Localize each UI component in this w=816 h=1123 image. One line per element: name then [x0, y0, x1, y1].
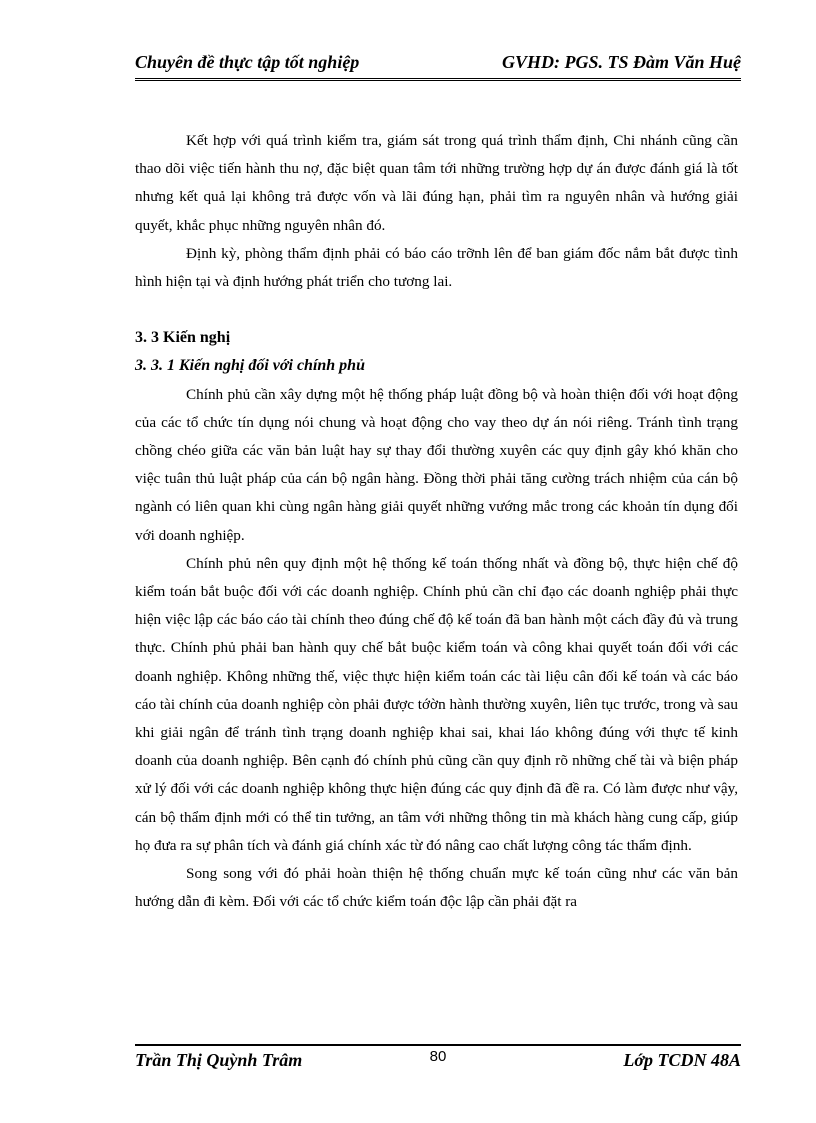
paragraph-2: Định kỳ, phòng thẩm định phải có báo cáo trỡnh lên để ban giám đốc nắm bắt được tình hình hiện tại và định hướng phát triển cho tương lai. [135, 244, 738, 291]
footer-class: Lớp TCDN 48A [623, 1050, 741, 1070]
paragraph-1: Kết hợp với quá trình kiểm tra, giám sát trong quá trình thẩm định, Chi nhánh cũng cần thao dõi việc tiến hành thu nợ, đặc biệt quan tâm tới những trường hợp dự án được đánh giá là tốt nhưng kết quả lại không trả được vốn và lãi đúng hạn, phải tìm ra nguyên nhân và hướng giải quyết, khắc phục những nguyên nhân đó. [135, 132, 738, 234]
paragraph-3: Chính phủ cần xây dựng một hệ thống pháp luật đồng bộ và hoàn thiện đối với hoạt động của các tổ chức tín dụng nói chung và hoạt động cho vay theo dự án nói riêng. Tránh tình trạng chồng chéo giữa các văn bản luật hay sự thay đổi thường xuyên các quy định gây khó khăn cho việc tuân thủ luật pháp của cán bộ ngân hàng. Đồng thời phải tăng cường trách nhiệm của cán bộ ngành có liên quan khi cùng ngân hàng giải quyết những vướng mắc trong các khoản tín dụng đối với doanh nghiệp. [135, 385, 738, 544]
page-header [135, 50, 741, 81]
subsection-heading: 3. 3. 1 Kiến nghị đối với chính phủ [135, 357, 365, 375]
footer-author: Trần Thị Quỳnh Trâm [135, 1050, 303, 1070]
page-body [135, 127, 738, 916]
section-heading: 3. 3 Kiến nghị [135, 329, 231, 347]
page-number: 80 [429, 1048, 447, 1065]
paragraph-4: Chính phủ nên quy định một hệ thống kế toán thống nhất và đồng bộ, thực hiện chế độ kiểm toán bắt buộc đối với các doanh nghiệp. Chính phủ cần chỉ đạo các doanh nghiệp phải thực hiện việc lập các báo cáo tài chính theo đúng chế độ kế toán đã ban hành một cách đầy đủ và trung thực. Chính phủ phải ban hành quy chế bắt buộc kiểm toán và công khai quyết toán đối với các doanh nghiệp. Không những thế, việc thực hiện kiểm toán các tài liệu cân đối kế toán và các báo cáo tài chính của doanh nghiệp còn phải được tớờn hành thường xuyên, liên tục trước, trong và sau khi giải ngân để tránh tình trạng doanh nghiệp khai sai, khai láo không đúng với thực tế kinh doanh của doanh nghiệp. Bên cạnh đó chính phủ cũng cần quy định rõ những chế tài và biện pháp xử lý đối với các doanh nghiệp không thực hiện đúng các quy định đã đề ra. Có làm được như vậy, cán bộ thẩm định mới có thể tin tưởng, an tâm với những thông tin mà khách hàng cung cấp, giúp họ đưa ra sự phân tích và đánh giá chính xác từ đó nâng cao chất lượng công tác thẩm định. [135, 554, 738, 854]
paragraph-5: Song song với đó phải hoàn thiện hệ thống chuẩn mực kế toán cũng như các văn bản hướng dẫn đi kèm. Đối với các tổ chức kiểm toán độc lập cần phải đặt ra [135, 865, 738, 911]
header-advisor: GVHD: PGS. TS Đàm Văn Huệ [501, 52, 741, 72]
header-title: Chuyên đề thực tập tốt nghiệp [135, 52, 360, 72]
page-footer [135, 1044, 741, 1076]
